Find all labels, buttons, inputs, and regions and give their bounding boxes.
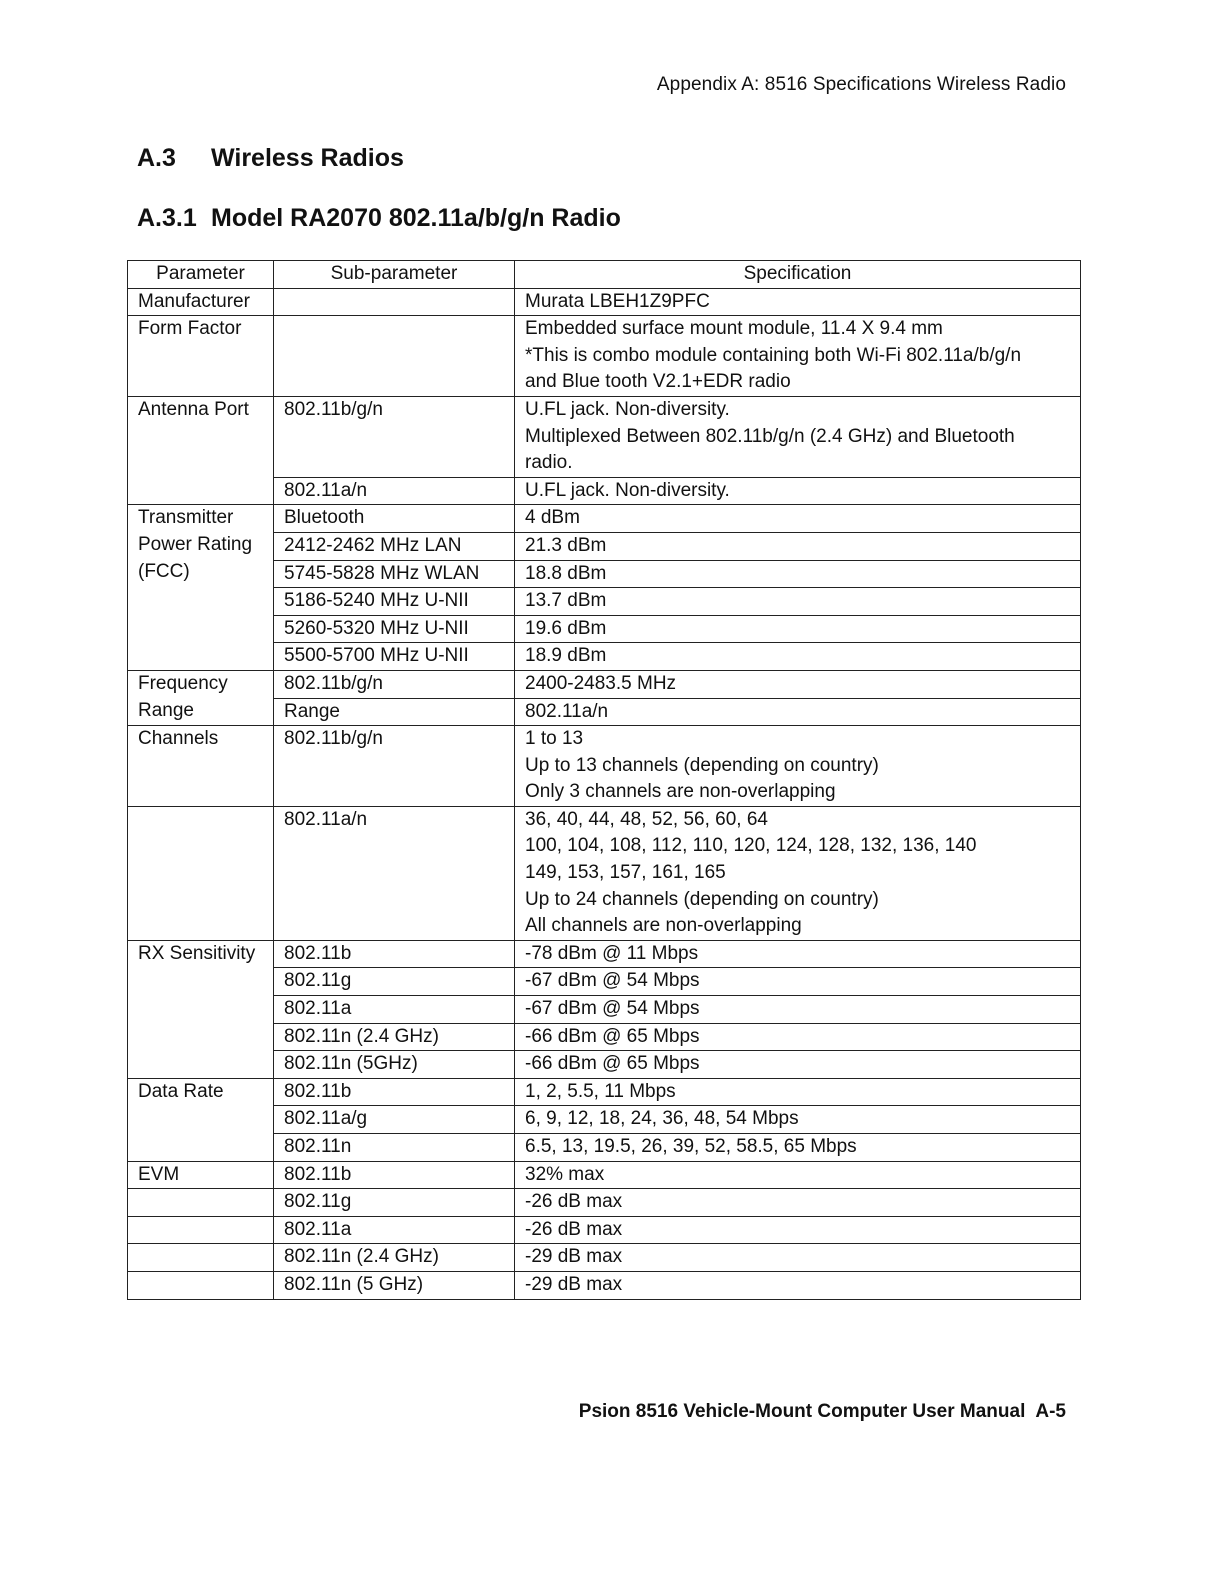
sub-parameter-cell: 802.11n	[274, 1134, 515, 1162]
sub-parameter-cell: 802.11b	[274, 940, 515, 968]
specification-cell	[515, 615, 1081, 643]
specification-cell	[515, 1051, 1081, 1079]
parameter-cell: Channels	[128, 726, 274, 807]
sub-parameter-cell: 802.11n (5 GHz)	[274, 1271, 515, 1299]
table-row	[128, 670, 1081, 698]
section-number: A.3	[137, 144, 176, 172]
sub-parameter-cell: 5186-5240 MHz U-NII	[274, 588, 515, 616]
parameter-cell: Range	[274, 698, 515, 726]
sub-parameter-cell: 802.11g	[274, 1189, 515, 1217]
specification-cell	[515, 726, 1081, 807]
sub-parameter-cell	[274, 316, 515, 397]
specification-cell	[515, 1161, 1081, 1189]
specification-line: *This is combo module containing both Wi-Fi 802.11a/b/g/n	[525, 344, 1022, 366]
parameter-cell: Antenna Port	[128, 396, 274, 504]
specification-line: radio.	[525, 452, 573, 474]
table-row	[128, 726, 1081, 807]
parameter-cell	[128, 1216, 274, 1244]
specification-line: 13.7 dBm	[525, 590, 607, 612]
parameter-cell	[128, 670, 274, 725]
page-footer	[579, 1401, 1066, 1423]
specification-line: Up to 24 channels (depending on country)	[525, 888, 879, 910]
sub-parameter-cell: 802.11a/n	[515, 698, 1081, 726]
subsection-number: A.3.1	[137, 204, 197, 232]
specification-cell	[515, 940, 1081, 968]
specification-cell	[515, 560, 1081, 588]
sub-parameter-cell: Bluetooth	[274, 505, 515, 533]
specification-cell	[515, 396, 1081, 477]
specification-line: -67 dBm @ 54 Mbps	[525, 998, 700, 1020]
specification-cell	[515, 996, 1081, 1024]
parameter-line: (FCC)	[138, 560, 190, 582]
column-header-sub-parameter: Sub-parameter	[274, 261, 515, 289]
specification-cell	[515, 532, 1081, 560]
running-header: Appendix A: 8516 Specifications Wireless Radio	[656, 74, 1066, 95]
sub-parameter-cell: 802.11b	[274, 1161, 515, 1189]
specification-cell	[515, 288, 1081, 316]
parameter-line: Transmitter	[138, 507, 234, 529]
manual-title: Psion 8516 Vehicle-Mount Computer User Manual	[578, 1401, 1026, 1422]
specification-cell	[515, 643, 1081, 671]
specification-cell	[515, 806, 1081, 940]
sub-parameter-cell: 802.11n (5GHz)	[274, 1051, 515, 1079]
specification-line: -67 dBm @ 54 Mbps	[525, 970, 700, 992]
specification-line: All channels are non-overlapping	[525, 915, 802, 937]
subsection-heading	[137, 204, 621, 233]
sub-parameter-cell: 802.11a/n	[274, 477, 515, 505]
sub-parameter-cell: 802.11a/g	[274, 1106, 515, 1134]
table-row	[128, 1216, 1081, 1244]
specification-line: 21.3 dBm	[525, 534, 607, 556]
sub-parameter-cell: 802.11a	[274, 1216, 515, 1244]
specification-line: 6, 9, 12, 18, 24, 36, 48, 54 Mbps	[525, 1108, 799, 1130]
section-title: Wireless Radios	[211, 144, 404, 172]
sub-parameter-cell	[274, 288, 515, 316]
specification-line: and Blue tooth V2.1+EDR radio	[525, 371, 791, 393]
table-row	[128, 1189, 1081, 1217]
specification-cell	[515, 505, 1081, 533]
specification-line: 4 dBm	[525, 507, 580, 529]
specification-line: Multiplexed Between 802.11b/g/n (2.4 GHz) and Bluetooth	[525, 425, 1015, 447]
parameter-cell: Manufacturer	[128, 288, 274, 316]
parameter-cell	[128, 1189, 274, 1217]
sub-parameter-cell: 5500-5700 MHz U-NII	[274, 643, 515, 671]
specification-line: U.FL jack. Non-diversity.	[525, 398, 730, 420]
parameter-cell: RX Sensitivity	[128, 940, 274, 1078]
specification-line: 6.5, 13, 19.5, 26, 39, 52, 58.5, 65 Mbps	[525, 1136, 857, 1157]
table-row	[128, 316, 1081, 397]
table-row	[128, 396, 1081, 477]
parameter-cell	[128, 505, 274, 671]
parameter-cell: Data Rate	[128, 1078, 274, 1161]
table-row	[128, 1271, 1081, 1299]
specification-line: 18.8 dBm	[525, 562, 607, 584]
sub-parameter-cell: 802.11n (2.4 GHz)	[274, 1244, 515, 1272]
specification-cell	[515, 588, 1081, 616]
specification-cell	[515, 1189, 1081, 1217]
table-row	[128, 1244, 1081, 1272]
sub-parameter-cell: 802.11b/g/n	[274, 670, 515, 698]
sub-parameter-cell: 5745-5828 MHz WLAN	[274, 560, 515, 588]
column-header-specification: Specification	[515, 261, 1081, 289]
specification-line: 149, 153, 157, 161, 165	[525, 862, 726, 884]
specification-cell	[515, 1106, 1081, 1134]
specification-line: 1 to 13	[525, 728, 584, 750]
specification-line: Embedded surface mount module, 11.4 X 9.4 mm	[525, 318, 943, 340]
specification-cell	[515, 670, 1081, 698]
parameter-line: Range	[138, 699, 194, 721]
sub-parameter-cell: 5260-5320 MHz U-NII	[274, 615, 515, 643]
specification-cell	[515, 1216, 1081, 1244]
subsection-title: Model RA2070 802.11a/b/g/n Radio	[211, 204, 621, 232]
specification-cell	[515, 1134, 1081, 1162]
specification-line: U.FL jack. Non-diversity.	[525, 479, 730, 501]
specification-line: 100, 104, 108, 112, 110, 120, 124, 128, 132, 136, 140	[525, 835, 977, 857]
specification-cell	[515, 316, 1081, 397]
specification-line: 32% max	[525, 1163, 605, 1185]
specification-line: Only 3 channels are non-overlapping	[525, 781, 836, 803]
specification-cell	[515, 477, 1081, 505]
sub-parameter-cell: 802.11g	[274, 968, 515, 996]
sub-parameter-cell: 802.11b/g/n	[274, 396, 515, 477]
specification-cell	[515, 1244, 1081, 1272]
specification-line: Up to 13 channels (depending on country)	[525, 754, 879, 776]
sub-parameter-cell: 802.11b/g/n	[274, 726, 515, 807]
specification-line: Murata LBEH1Z9PFC	[525, 290, 710, 312]
specification-line: -66 dBm @ 65 Mbps	[525, 1025, 700, 1047]
sub-parameter-cell: 2412-2462 MHz LAN	[274, 532, 515, 560]
table-row	[128, 1078, 1081, 1106]
specification-cell	[515, 1023, 1081, 1051]
sub-parameter-cell: 802.11a/n	[274, 806, 515, 940]
specification-line: -29 dB max	[525, 1273, 623, 1295]
specification-line: -78 dBm @ 11 Mbps	[525, 942, 699, 964]
parameter-cell	[128, 1244, 274, 1272]
page-number: A-5	[1035, 1401, 1066, 1422]
table-row	[128, 288, 1081, 316]
sub-parameter-cell: 802.11n (2.4 GHz)	[274, 1023, 515, 1051]
section-heading	[137, 144, 404, 173]
specification-line: 36, 40, 44, 48, 52, 56, 60, 64	[525, 808, 768, 830]
sub-parameter-cell: 802.11a	[274, 996, 515, 1024]
parameter-cell: Form Factor	[128, 316, 274, 397]
specification-cell	[515, 968, 1081, 996]
table-row	[128, 940, 1081, 968]
parameter-cell	[128, 806, 274, 940]
specification-cell	[515, 1271, 1081, 1299]
table-row	[128, 806, 1081, 940]
specification-line: -26 dB max	[525, 1218, 623, 1240]
table-body	[128, 288, 1081, 1299]
specification-line: 1, 2, 5.5, 11 Mbps	[525, 1080, 676, 1102]
table-row	[128, 1161, 1081, 1189]
specification-line: 19.6 dBm	[525, 617, 607, 639]
parameter-cell: EVM	[128, 1161, 274, 1189]
specification-table	[127, 260, 1081, 1300]
specification-line: -26 dB max	[525, 1191, 623, 1213]
table-header-row	[128, 261, 1081, 289]
specification-line: 18.9 dBm	[525, 645, 607, 667]
specification-cell	[515, 1078, 1081, 1106]
specification-line: -29 dB max	[525, 1246, 623, 1268]
table-row	[128, 505, 1081, 533]
parameter-line: Frequency	[138, 672, 228, 694]
column-header-parameter: Parameter	[128, 261, 274, 289]
sub-parameter-cell: 802.11b	[274, 1078, 515, 1106]
parameter-line: Power Rating	[138, 533, 253, 555]
specification-line: 2400-2483.5 MHz	[525, 672, 677, 694]
parameter-cell	[128, 1271, 274, 1299]
specification-line: -66 dBm @ 65 Mbps	[525, 1053, 700, 1075]
